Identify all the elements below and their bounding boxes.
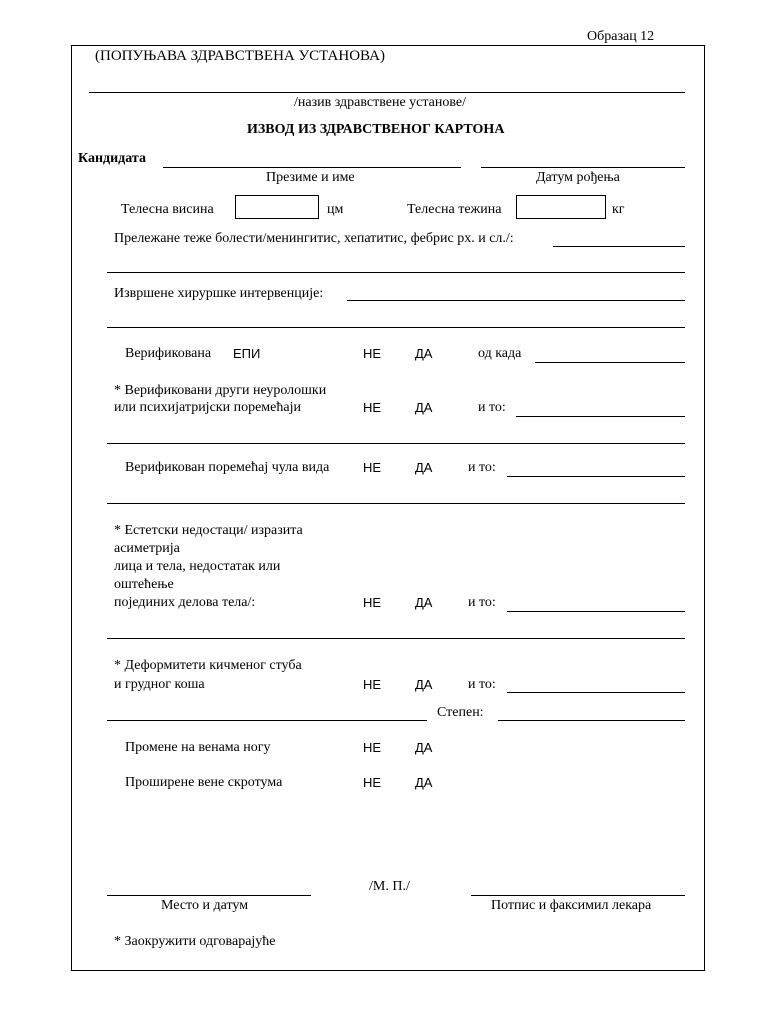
diseases-field[interactable] xyxy=(553,246,685,247)
aesthetic-field-line-2[interactable] xyxy=(107,638,685,639)
diseases-field-line-2[interactable] xyxy=(107,272,685,273)
epi-since-field[interactable] xyxy=(535,362,685,363)
epi-label: Верификована xyxy=(125,346,212,361)
weight-unit: кг xyxy=(612,202,625,217)
aesthetic-line-5: појединих делова тела/: xyxy=(114,595,256,610)
senses-and-label: и то: xyxy=(468,460,496,475)
spine-yes-option[interactable]: ДА xyxy=(415,677,433,692)
aesthetic-line-3: лица и тела, недостатак или xyxy=(114,559,281,574)
senses-label: Верификован поремећај чула вида xyxy=(125,460,330,475)
veins-scrotum-no-option[interactable]: НЕ xyxy=(363,775,382,790)
stamp-label: /М. П./ xyxy=(369,879,410,894)
weight-label: Телесна тежина xyxy=(407,202,502,217)
neuro-no-option[interactable]: НЕ xyxy=(363,400,382,415)
spine-line-1: * Деформитети кичменог стуба xyxy=(114,658,302,673)
spine-line-2: и грудног коша xyxy=(114,677,205,692)
aesthetic-line-4: оштећење xyxy=(114,577,174,592)
aesthetic-line-2: асиметрија xyxy=(114,541,180,556)
senses-yes-option[interactable]: ДА xyxy=(415,460,433,475)
institution-name-field[interactable] xyxy=(89,92,685,93)
veins-legs-label: Промене на венама ногу xyxy=(125,740,271,755)
veins-scrotum-label: Проширене вене скротума xyxy=(125,775,283,790)
signature-caption: Потпис и факсимил лекара xyxy=(491,898,652,913)
footnote: * Заокружити одговарајуће xyxy=(114,934,276,949)
senses-no-option[interactable]: НЕ xyxy=(363,460,382,475)
epi-since-label: од када xyxy=(478,346,522,361)
senses-field[interactable] xyxy=(507,476,685,477)
name-caption: Презиме и име xyxy=(266,170,355,185)
place-date-field[interactable] xyxy=(107,895,311,896)
veins-legs-yes-option[interactable]: ДА xyxy=(415,740,433,755)
weight-input[interactable] xyxy=(516,195,606,219)
neuro-yes-option[interactable]: ДА xyxy=(415,400,433,415)
neuro-field[interactable] xyxy=(516,416,685,417)
candidate-label: Кандидата xyxy=(78,151,146,166)
height-input[interactable] xyxy=(235,195,319,219)
signature-field[interactable] xyxy=(471,895,685,896)
aesthetic-field[interactable] xyxy=(507,611,685,612)
aesthetic-and-label: и то: xyxy=(468,595,496,610)
surgery-field[interactable] xyxy=(347,300,685,301)
spine-field[interactable] xyxy=(507,692,685,693)
epi-no-option[interactable]: НЕ xyxy=(363,346,382,361)
place-date-caption: Место и датум xyxy=(161,898,249,913)
degree-label: Степен: xyxy=(437,705,484,720)
form-number: Образац 12 xyxy=(587,29,655,44)
neuro-line-1: * Верификовани други неуролошки xyxy=(114,383,327,398)
dob-caption: Датум рођења xyxy=(536,170,620,185)
senses-field-line-2[interactable] xyxy=(107,503,685,504)
veins-scrotum-yes-option[interactable]: ДА xyxy=(415,775,433,790)
diseases-label: Прележане теже болести/менингитис, хепатитис, фебрис рх. и сл./: xyxy=(114,231,514,246)
height-label: Телесна висина xyxy=(121,202,214,217)
surgery-label: Извршене хируршке интервенције: xyxy=(114,286,324,301)
document-title: ИЗВОД ИЗ ЗДРАВСТВЕНОГ КАРТОНА xyxy=(247,122,505,137)
neuro-line-2: или психијатријски поремећаји xyxy=(114,400,301,415)
aesthetic-yes-option[interactable]: ДА xyxy=(415,595,433,610)
aesthetic-no-option[interactable]: НЕ xyxy=(363,595,382,610)
spine-and-label: и то: xyxy=(468,677,496,692)
aesthetic-line-1: * Естетски недостаци/ изразита xyxy=(114,523,303,538)
surgery-field-line-2[interactable] xyxy=(107,327,685,328)
filled-by-note: (ПОПУЊАВА ЗДРАВСТВЕНА УСТАНОВА) xyxy=(95,48,385,64)
spine-field-line-2[interactable] xyxy=(107,720,427,721)
epi-term: ЕПИ xyxy=(233,346,261,361)
institution-caption: /назив здравствене установе/ xyxy=(294,95,466,110)
spine-no-option[interactable]: НЕ xyxy=(363,677,382,692)
candidate-dob-field[interactable] xyxy=(481,167,685,168)
neuro-field-line-2[interactable] xyxy=(107,443,685,444)
candidate-name-field[interactable] xyxy=(163,167,461,168)
height-unit: цм xyxy=(327,202,344,217)
veins-legs-no-option[interactable]: НЕ xyxy=(363,740,382,755)
neuro-and-label: и то: xyxy=(478,400,506,415)
degree-field[interactable] xyxy=(498,720,685,721)
epi-yes-option[interactable]: ДА xyxy=(415,346,433,361)
